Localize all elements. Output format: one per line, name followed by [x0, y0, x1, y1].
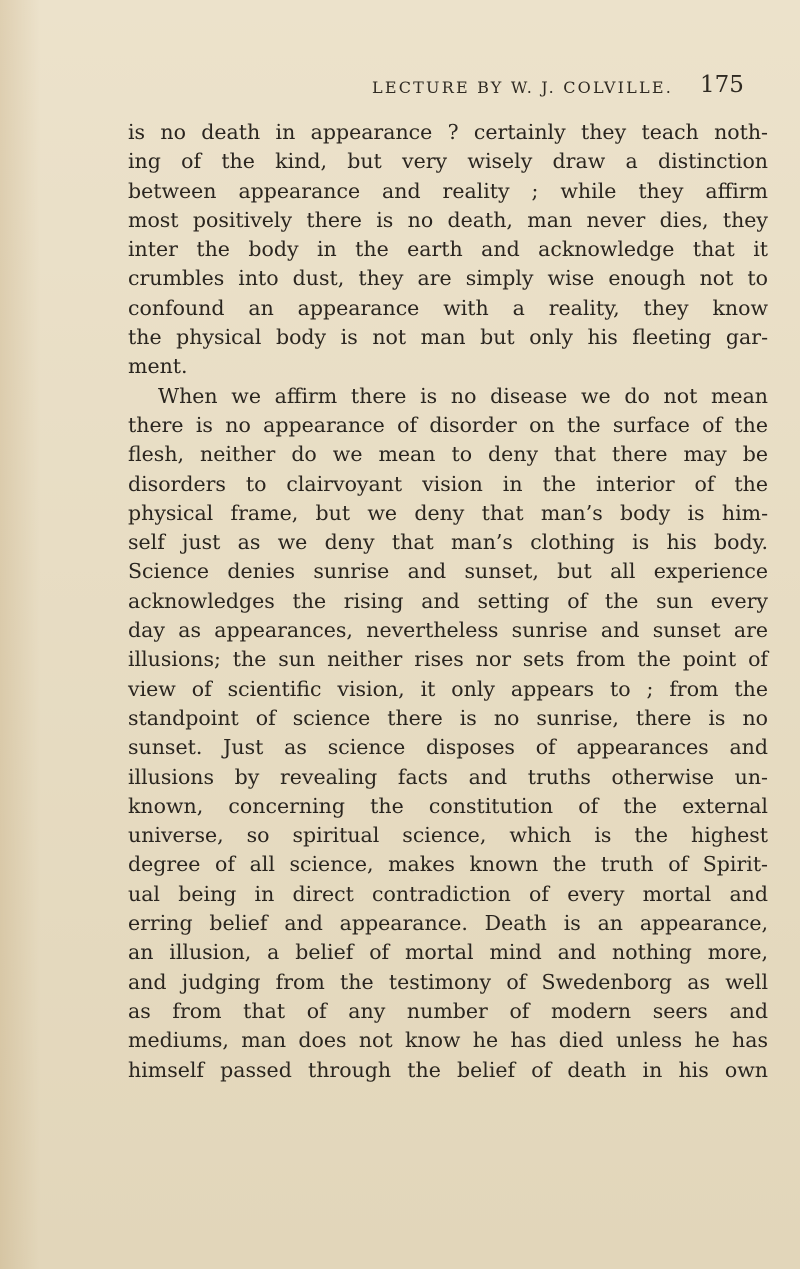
page-number: 175: [700, 72, 744, 98]
text-line: between appearance and reality ; while they affirm: [128, 178, 768, 203]
text-line: the physical body is not man but only his fleeting gar-: [128, 325, 768, 350]
text-line: himself passed through the belief of death in his own: [128, 1057, 768, 1082]
text-line: illusions; the sun neither rises nor sets from the point of: [128, 647, 768, 672]
text-line: most positively there is no death, man never dies, they: [128, 207, 768, 232]
text-line: sunset. Just as science disposes of appearances and: [128, 735, 768, 760]
text-line: universe, so spiritual science, which is the highest: [128, 823, 768, 848]
text-line: acknowledges the rising and setting of the sun every: [128, 588, 768, 613]
text-line: is no death in appearance ? certainly they teach noth-: [128, 120, 768, 144]
text-line: an illusion, a belief of mortal mind and nothing more,: [128, 940, 768, 965]
text-line: view of scientific vision, it only appears to ; from the: [128, 676, 768, 701]
paragraph-start-line: When we affirm there is no disease we do not mean: [158, 383, 768, 408]
text-line: as from that of any number of modern seers and: [128, 998, 768, 1023]
text-line: known, concerning the constitution of the external: [128, 793, 768, 818]
text-line: erring belief and appearance. Death is an appearance,: [128, 911, 768, 936]
text-line: degree of all science, makes known the truth of Spirit-: [128, 852, 768, 877]
text-line: physical frame, but we deny that man’s body is him-: [128, 500, 768, 525]
text-line: confound an appearance with a reality, they know: [128, 295, 768, 320]
text-line: flesh, neither do we mean to deny that there may be: [128, 442, 768, 467]
text-line: ing of the kind, but very wisely draw a distinction: [128, 149, 768, 174]
text-line: day as appearances, nevertheless sunrise and sunset are: [128, 618, 768, 643]
text-line: ment.: [128, 354, 188, 379]
text-line: mediums, man does not know he has died unless he has: [128, 1028, 768, 1053]
text-line: Science denies sunrise and sunset, but all experience: [128, 559, 768, 584]
running-head: LECTURE BY W. J. COLVILLE.: [372, 78, 673, 97]
text-line: illusions by revealing facts and truths otherwise un-: [128, 764, 768, 789]
body-text: [128, 118, 768, 1085]
text-line: standpoint of science there is no sunrise, there is no: [128, 705, 768, 730]
text-line: inter the body in the earth and acknowledge that it: [128, 237, 768, 262]
text-line: self just as we deny that man’s clothing is his body.: [128, 530, 768, 555]
text-line: disorders to clairvoyant vision in the interior of the: [128, 471, 768, 496]
text-line: and judging from the testimony of Swedenborg as well: [128, 969, 768, 994]
text-line: ual being in direct contradiction of every mortal and: [128, 881, 768, 906]
text-line: crumbles into dust, they are simply wise enough not to: [128, 266, 768, 291]
text-line: there is no appearance of disorder on the surface of the: [128, 412, 768, 437]
